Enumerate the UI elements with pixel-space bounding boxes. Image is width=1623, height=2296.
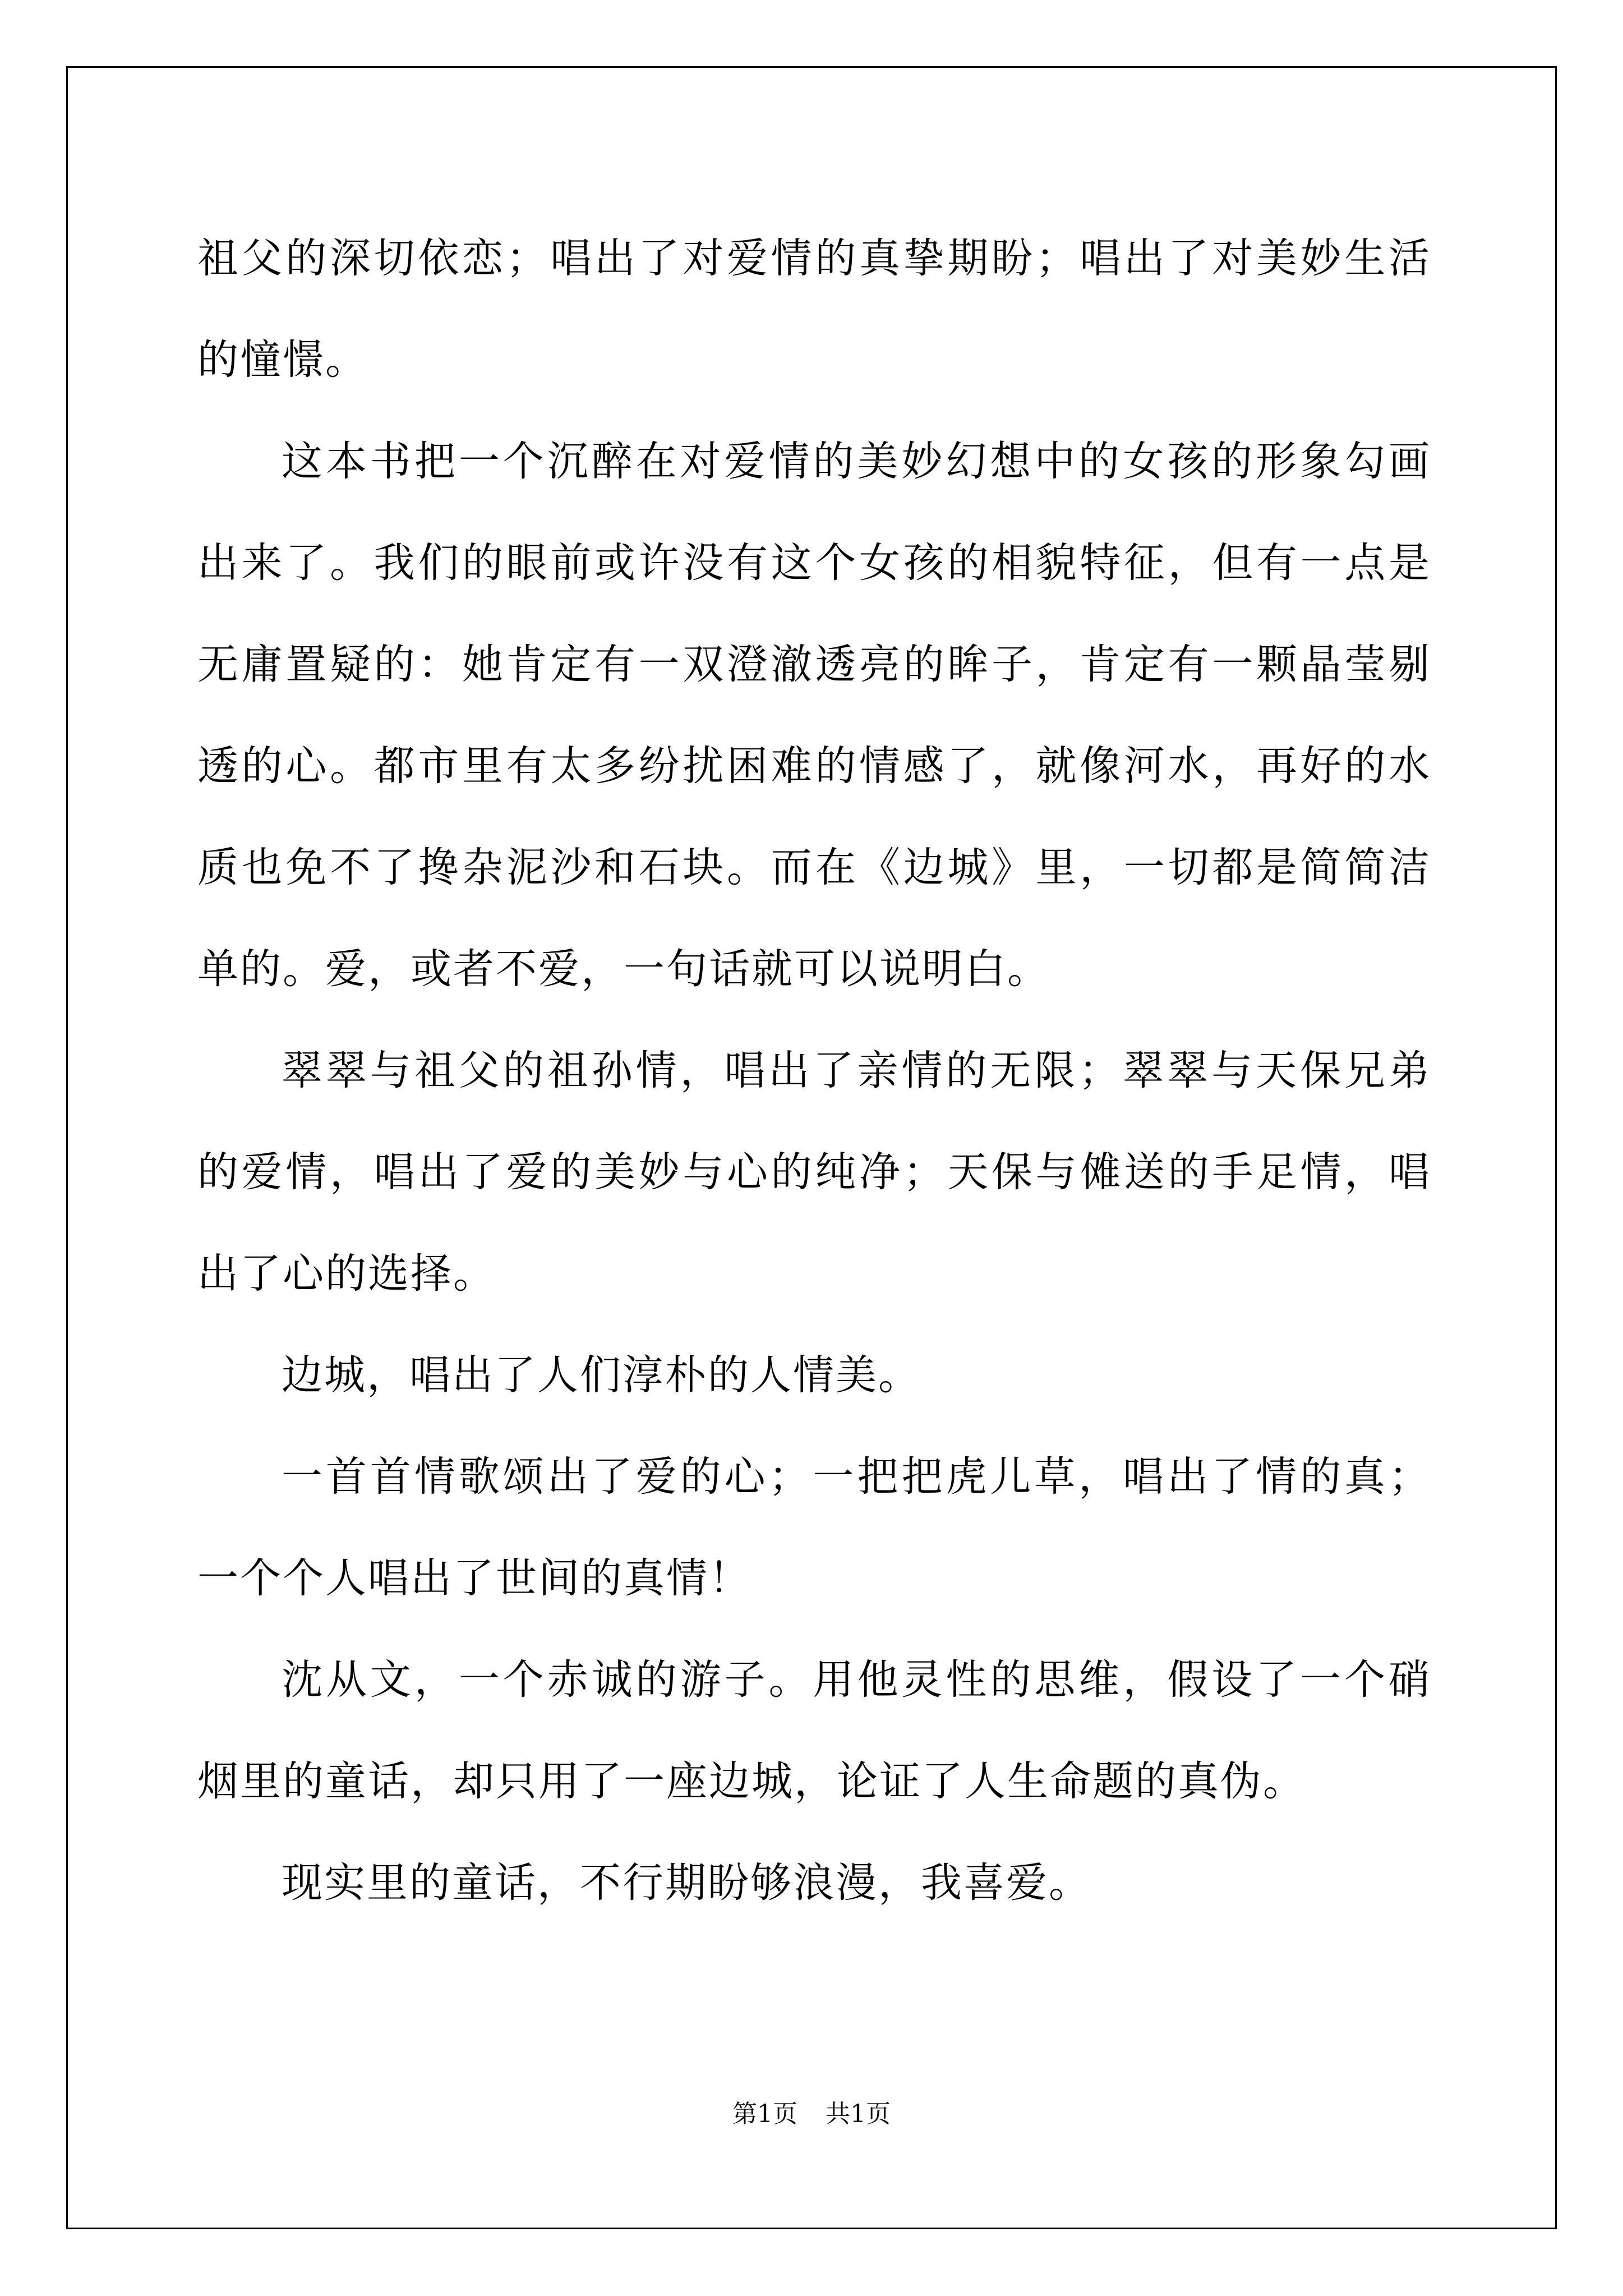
- paragraph-7: 现实里的童话，不行期盼够浪漫，我喜爱。: [282, 1859, 1091, 1907]
- page-footer: [0, 2093, 1623, 2129]
- page-number: 第1页: [732, 2100, 797, 2128]
- paragraph-5: 一首首情歌颂出了爱的心；一把把虎儿草，唱出了情的真；一个个人唱出了世间的真情！: [197, 1453, 1431, 1602]
- paragraph-4: 边城，唱出了人们淳朴的人情美。: [282, 1351, 921, 1399]
- paragraph-3: 翠翠与祖父的祖孙情，唱出了亲情的无限；翠翠与天保兄弟的爱情，唱出了爱的美妙与心的纯净；天保与傩送的手足情，唱出了心的选择。: [197, 1047, 1431, 1297]
- paragraph-2: 这本书把一个沉醉在对爱情的美妙幻想中的女孩的形象勾画出来了。我们的眼前或许没有这个女孩的相貌特征，但有一点是无庸置疑的：她肯定有一双澄澈透亮的眸子，肯定有一颗晶莹剔透的心。都市里有太多纷扰困难的情感了，就像河水，再好的水质也免不了搀杂泥沙和石块。而在《边城》里，一切都是简简洁单的。爱，或者不爱，一句话就可以说明白。: [197, 438, 1431, 993]
- paragraph-6: 沈从文，一个赤诚的游子。用他灵性的思维，假设了一个硝烟里的童话，却只用了一座边城，论证了人生命题的真伪。: [197, 1656, 1431, 1805]
- page-total: 共1页: [826, 2100, 891, 2128]
- document-body: [197, 208, 1431, 1934]
- paragraph-1: 祖父的深切依恋；唱出了对爱情的真挚期盼；唱出了对美妙生活的憧憬。: [197, 234, 1431, 384]
